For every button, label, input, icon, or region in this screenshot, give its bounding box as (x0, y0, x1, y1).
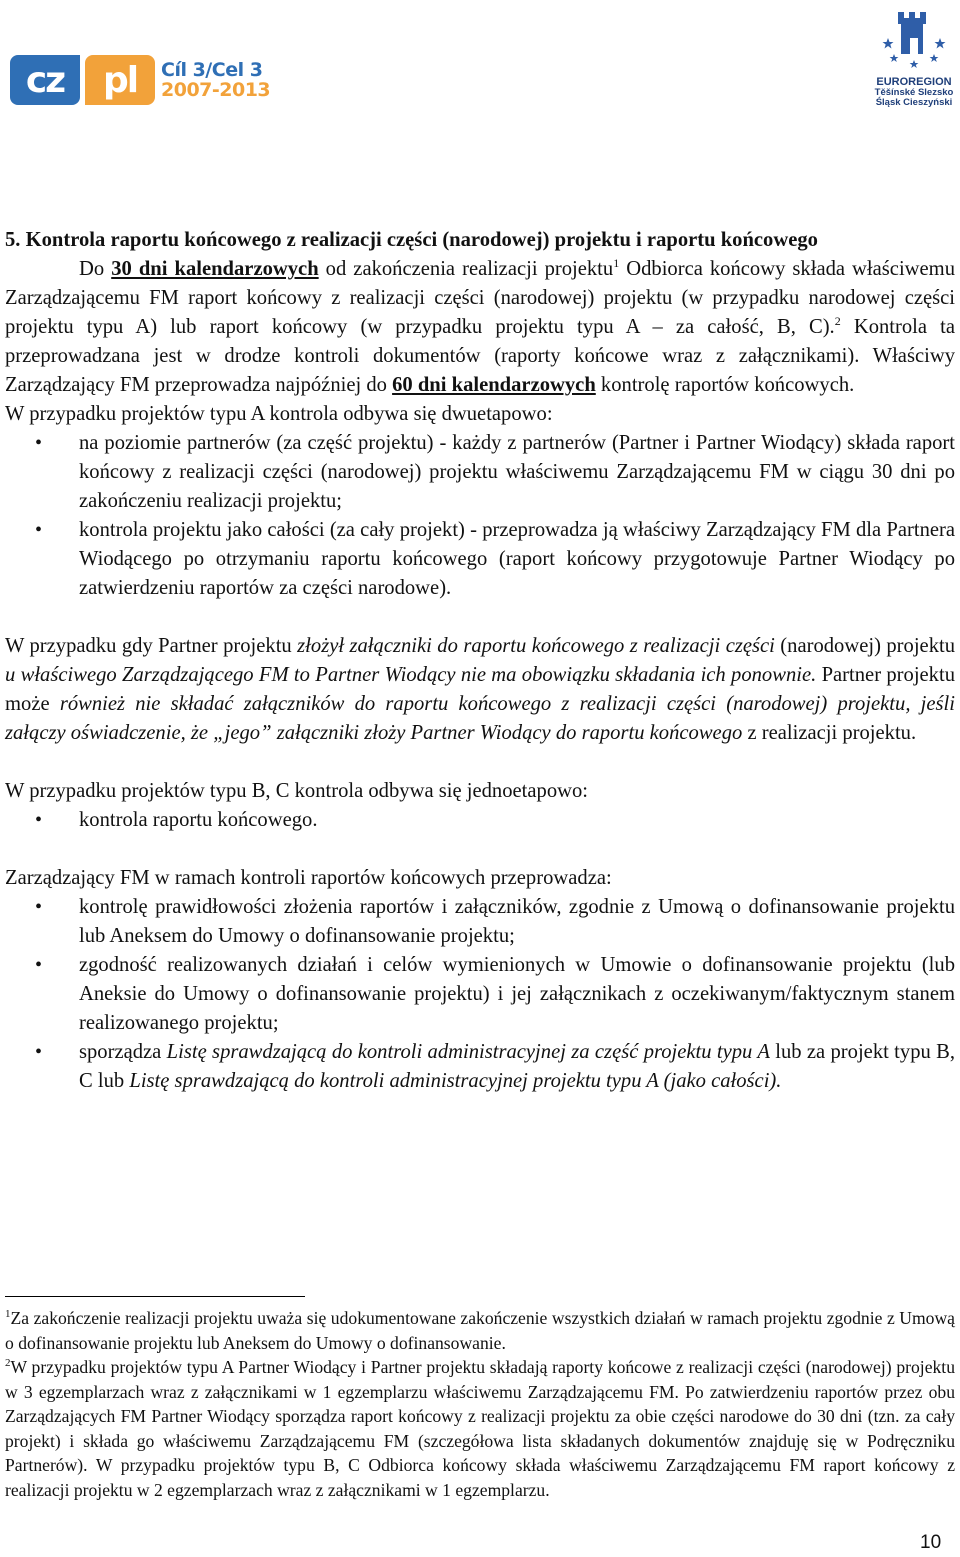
p1-text-1: Do (79, 258, 112, 280)
list-type-a-stages (5, 429, 955, 603)
list-item: • kontrolę prawidłowości złożenia raportów i załączników, zgodnie z Umową o dofinansowanie projektu lub Aneksem do Umowy o dofinansowanie projektu; (5, 893, 955, 951)
page-number: 10 (920, 1532, 942, 1553)
p3-italic-1: złożył załączniki do raportu końcowego z realizacji części (297, 635, 775, 657)
p1-text-2: od zakończenia realizacji projektu (318, 258, 614, 280)
p3-text-2: (narodowej) projektu (774, 635, 956, 657)
footnote-text: Za zakończenie realizacji projektu uważa się udokumentowane zakończenie wszystkich działań w ramach projektu zgodnie z Umową o dofinansowanie projektu lub Aneksem do Umowy o dofinansowanie. (5, 1308, 955, 1353)
logo-pl-block: pl (85, 55, 155, 105)
footnote-separator (5, 1296, 305, 1297)
logo-cz-block: cz (10, 55, 80, 105)
p3-text-1: W przypadku gdy Partner projektu (5, 635, 298, 657)
p3-italic-3: również nie składać załączników do raportu końcowego z realizacji części (narodowej) projektu, jeśli załączy oświadczenie, że „jego” załączniki złoży Partner Wiodący do raportu końcowego (5, 693, 955, 744)
paragraph-intro (5, 255, 955, 400)
castle-tower-icon (882, 8, 946, 70)
p3-italic-2: u właściwego Zarządzającego FM to Partner Wiodący nie ma obowiązku składania ich ponownie. (5, 664, 817, 686)
footnote-1 (5, 1306, 955, 1355)
paragraph-manager-scope: Zarządzający FM w ramach kontroli raportów końcowych przeprowadza: (5, 867, 612, 889)
euroregion-name: EUROREGION (876, 76, 952, 88)
list-type-bc (5, 806, 955, 835)
p1-text-5: kontrolę raportów końcowych. (595, 374, 855, 396)
euroregion-logo (874, 8, 954, 108)
logo-program-line2: 2007-2013 (161, 79, 271, 101)
list-item: • kontrola projektu jako całości (za cały projekt) - przeprowadza ją właściwy Zarządzający FM dla Partnera Wiodącego po otrzymaniu raportu końcowego (raport końcowy przygotowuje Partner Wiodący po zatwierdzeniu raportów za części narodowe). (5, 516, 955, 603)
footnote-number: 2 (5, 1357, 11, 1370)
footnote-number: 1 (5, 1308, 11, 1321)
footnote-ref-2: 2 (834, 314, 841, 329)
item3-italic-2: Listę sprawdzającą do kontroli administracyjnej projektu typu A (jako całości). (129, 1070, 782, 1092)
euroregion-sub-cz: Těšínské Slezsko (874, 87, 954, 98)
item3-italic-1: Listę sprawdzającą do kontroli administracyjnej za część projektu typu A (166, 1041, 770, 1063)
paragraph-attachments (5, 632, 955, 748)
p3-text-4: z realizacji projektu. (742, 722, 917, 744)
section-heading: 5. Kontrola raportu końcowego z realizacji części (narodowej) projektu i raportu końcowego (5, 229, 818, 251)
list-item (5, 1038, 955, 1096)
paragraph-type-a: W przypadku projektów typu A kontrola odbywa się dwuetapowo: (5, 403, 553, 425)
item3-text-1: sporządza (79, 1041, 167, 1063)
footnote-2 (5, 1355, 955, 1502)
p3-text-3: Partner projektu może (5, 664, 955, 715)
footnotes (5, 1306, 955, 1502)
item3-text-2: lub za projekt typu B, C lub (79, 1041, 956, 1092)
page-header (0, 0, 960, 120)
logo-program-line1: Cíl 3/Cel 3 (161, 59, 263, 81)
list-item: • zgodność realizowanych działań i celów wymienionych w Umowie o dofinansowanie projektu (lub Aneksie do Umowy o dofinansowanie projektu) i jej załącznikach z oczekiwanym/faktycznym stanem realizowanego projektu; (5, 951, 955, 1038)
footnote-text: W przypadku projektów typu A Partner Wiodący i Partner projektu składają raporty końcowe z realizacji części (narodowej) projektu w 3 egzemplarzach wraz z załącznikami w 1 egzemplarzu właściwemu Zarządzającemu FM. Po zatwierdzeniu raportów przez obu Zarządzających FM Partner Wiodący sporządza raport końcowy z realizacji projektu za obie części narodowe do 30 dni (tzn. za cały projekt) i składa go właściwemu Zarządzającemu FM (szczegółowa lista składanych dokumentów znajduję się w Podręczniku Partnerów). W przypadku projektów typu B, C Odbiorca końcowy składa właściwemu Zarządzającemu FM raport końcowy z realizacji projektu w 2 egzemplarzach wraz z załącznikami w 1 egzemplarzu. (5, 1357, 955, 1500)
main-content (5, 226, 955, 1096)
p1-text-4: Kontrola ta przeprowadzana jest w drodze kontroli dokumentów (raporty końcowe wraz z załącznikami). Właściwy Zarządzający FM przeprowadza najpóźniej do (5, 316, 955, 396)
paragraph-type-bc: W przypadku projektów typu B, C kontrola odbywa się jednoetapowo: (5, 780, 589, 802)
list-item: • na poziomie partnerów (za część projektu) - każdy z partnerów (Partner i Partner Wiodący) składa raport końcowy z realizacji części (narodowej) projektu właściwemu Zarządzającemu FM w ciągu 30 dni po zakończeniu realizacji projektu; (5, 429, 955, 516)
list-manager-checks (5, 893, 955, 1096)
p1-text-3: Odbiorca końcowy składa właściwemu Zarządzającemu FM raport końcowy z realizacji części (narodowej) projektu (w przypadku narodowej części projektu typu A) lub raport końcowy (w przypadku projektu typu A – za całość, B, C). (5, 258, 955, 338)
czpl-logo (10, 55, 270, 105)
euroregion-sub-pl: Śląsk Cieszyński (875, 97, 953, 108)
deadline-30-days: 30 dni kalendarzowych (111, 258, 319, 280)
footnote-ref-1: 1 (613, 256, 620, 271)
list-item: • kontrola raportu końcowego. (5, 806, 955, 835)
logo-program-text (161, 60, 270, 100)
deadline-60-days: 60 dni kalendarzowych (392, 374, 596, 396)
